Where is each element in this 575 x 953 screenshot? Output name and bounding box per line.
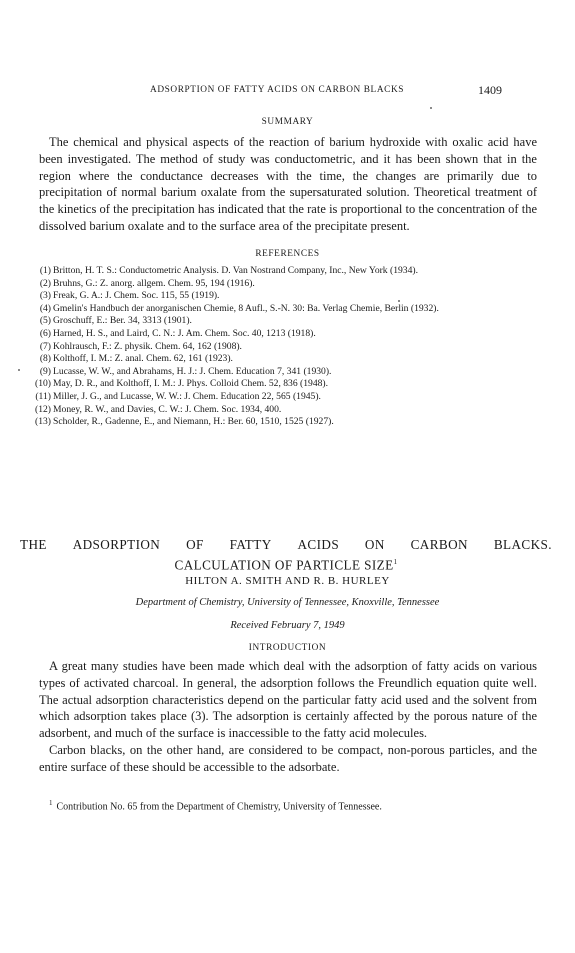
reference-number: (7) [39,340,51,352]
reference-item [30,328,540,341]
reference-item [30,265,540,278]
scan-speck [430,107,432,109]
reference-number: (9) [39,365,51,377]
article-title-line-2 [20,554,552,574]
reference-number: (1) [39,265,51,276]
reference-text: Scholder, R., Gadenne, E., and Niemann, H.: Ber. 60, 1510, 1525 (1927). [53,416,334,428]
reference-item [30,278,540,291]
summary-paragraph: The chemical and physical aspects of the reaction of barium hydroxide with oxalic acid have been investigated. The method of study was conductometric, and it has been shown that in the region where the conductance decreases with the time, the changes are primarily due to precipitation of normal barium oxalate from the supersaturated solution. Theoretical treatment of the kinetics of the precipitation has indicated that the rate is proportional to the concentration of the dissolved barium oxalate and to the surface area of the precipitate present. [39,135,537,233]
received-date: Received February 7, 1949 [230,620,345,631]
reference-text: Bruhns, G.: Z. anorg. allgem. Chem. 95, 194 (1916). [53,277,255,289]
title-word: FATTY [229,537,272,552]
reference-text: Lucasse, W. W., and Abrahams, H. J.: J. Chem. Education 7, 341 (1930). [53,365,332,377]
page-number: 1409 [478,83,502,97]
references-heading: REFERENCES [255,249,320,259]
article-title-line-1 [20,536,552,554]
reference-item [30,341,540,354]
running-header [0,83,575,99]
reference-number: (5) [39,315,51,327]
reference-number: (2) [39,277,51,289]
reference-number: (13) [35,416,51,428]
reference-number: (10) [35,378,51,390]
reference-text: Money, R. W., and Davies, C. W.: J. Chem. Soc. 1934, 400. [53,403,282,415]
title-word: ACIDS [297,537,340,552]
reference-text: Kohlrausch, F.: Z. physik. Chem. 64, 162 (1908). [53,340,242,352]
reference-number: (6) [39,327,51,339]
reference-number: (3) [39,290,51,302]
reference-text: Britton, H. T. S.: Conductometric Analysis. D. Van Nostrand Company, Inc., New York (1934). [53,265,418,276]
title-word: BLACKS. [493,537,552,552]
reference-item [30,416,540,429]
reference-text: Miller, J. G., and Lucasse, W. W.: J. Chem. Education 22, 565 (1945). [53,390,321,402]
article-title [20,536,552,573]
article-subtitle: CALCULATION OF PARTICLE SIZE [174,556,394,572]
title-word: OF [186,537,204,552]
reference-number: (12) [35,403,51,415]
reference-number: (4) [39,302,51,314]
footnote [49,799,549,812]
summary-heading: SUMMARY [261,117,314,127]
scan-speck [18,369,20,371]
title-word: ADSORPTION [72,537,161,552]
reference-text: Kolthoff, I. M.: Z. anal. Chem. 62, 161 (1923). [53,353,233,365]
article-authors: HILTON A. SMITH AND R. B. HURLEY [185,575,390,587]
reference-text: Freak, G. A.: J. Chem. Soc. 115, 55 (1919). [53,290,220,302]
reference-item [30,391,540,404]
title-word: CARBON [410,537,468,552]
reference-item [30,404,540,417]
footnote-mark: 1 [49,799,53,807]
scan-speck [398,300,400,302]
reference-number: (8) [39,353,51,365]
title-word: THE [20,537,47,552]
title-footnote-mark: 1 [393,557,398,566]
reference-text: Harned, H. S., and Laird, C. N.: J. Am. Chem. Soc. 40, 1213 (1918). [53,327,316,339]
introduction-paragraph: Carbon blacks, on the other hand, are considered to be compact, non-porous particles, and the entire surface of these should be accessible to the adsorbate. [39,742,537,774]
reference-item [30,366,540,379]
introduction-heading: INTRODUCTION [248,643,327,653]
reference-number: (11) [35,390,51,402]
reference-item [30,290,540,303]
footnote-text: Contribution No. 65 from the Department of Chemistry, University of Tennessee. [56,801,382,813]
title-word: ON [364,537,385,552]
reference-item [30,378,540,391]
reference-list [30,265,540,429]
introduction-body [39,658,537,776]
reference-item [30,353,540,366]
reference-text: Gmelin's Handbuch der anorganischen Chemie, 8 Aufl., S.-N. 30: Ba. Verlag Chemie, Berlin (1932). [53,302,439,314]
reference-text: May, D. R., and Kolthoff, I. M.: J. Phys. Colloid Chem. 52, 836 (1948). [53,378,329,390]
running-title: ADSORPTION OF FATTY ACIDS ON CARBON BLACKS [150,85,405,95]
reference-item [30,315,540,328]
reference-text: Groschuff, E.: Ber. 34, 3313 (1901). [53,315,192,327]
author-affiliation: Department of Chemistry, University of Tennessee, Knoxville, Tennessee [135,597,440,608]
introduction-paragraph: A great many studies have been made which deal with the adsorption of fatty acids on various types of activated charcoal. In general, the adsorption follows the Freundlich equation quite well. The actual adsorption characteristics depend on the particular fatty acid used and the solvent from which adsorption takes place (3). The adsorption is certainly affected by the porous nature of the adsorbent, and much of the surface is inaccessible to the fatty acid molecules. [39,659,537,741]
reference-item [30,303,540,316]
